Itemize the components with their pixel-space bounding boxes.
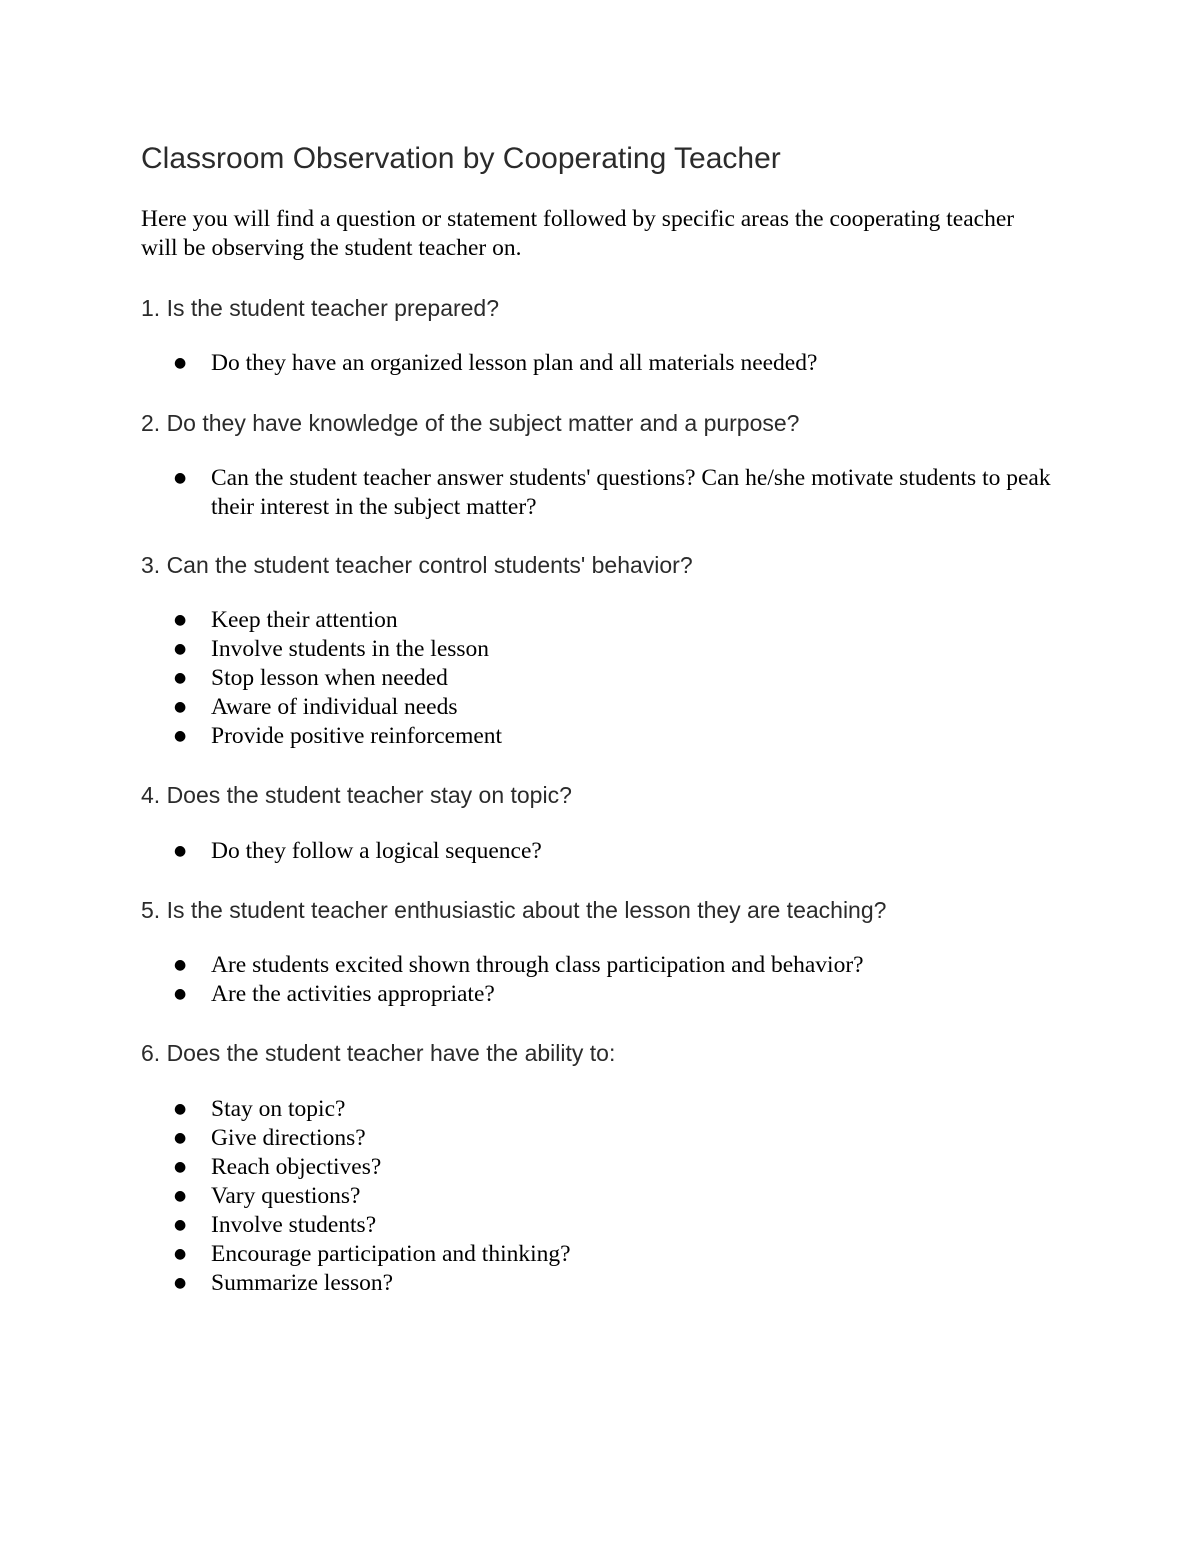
list-item: ● Keep their attention [174,607,398,633]
bullet-icon: ● [174,355,187,371]
bullet-icon: ● [174,957,187,973]
bullet-list-6 [171,1095,1051,1298]
bullet-icon: ● [174,1275,187,1291]
bullet-icon: ● [174,670,187,686]
intro-paragraph: Here you will find a question or statement followed by specific areas the cooperating teacher will be observing the student teacher on. [141,206,1015,261]
bullet-icon: ● [174,1246,187,1262]
list-item: ● Summarize lesson? [174,1270,394,1296]
list-item: ● Can the student teacher answer students' questions? Can he/she motivate students to peak their interest in the subject matter? [174,465,1051,520]
list-item: ● Provide positive reinforcement [174,723,503,749]
question-6: 6. Does the student teacher have the ability to: [141,1040,616,1066]
page-title: Classroom Observation by Cooperating Teacher [141,142,781,175]
bullet-icon: ● [174,612,187,628]
list-item: ● Vary questions? [174,1183,361,1209]
bullet-list-2 [171,464,1051,522]
bullet-icon: ● [174,699,187,715]
list-item: ● Are the activities appropriate? [174,981,495,1007]
bullet-icon: ● [174,843,187,859]
bullet-icon: ● [174,641,187,657]
list-item: ● Do they follow a logical sequence? [174,838,542,864]
list-item: ● Give directions? [174,1125,366,1151]
list-item: ● Reach objectives? [174,1154,382,1180]
question-2: 2. Do they have knowledge of the subject matter and a purpose? [141,410,800,436]
question-3: 3. Can the student teacher control students' behavior? [141,552,693,578]
bullet-list-5 [171,951,1051,1009]
bullet-list-4 [171,837,1051,866]
question-1: 1. Is the student teacher prepared? [141,295,500,321]
list-item: ● Involve students? [174,1212,377,1238]
list-item: ● Aware of individual needs [174,694,458,720]
list-item: ● Stay on topic? [174,1096,346,1122]
bullet-icon: ● [174,1188,187,1204]
bullet-list-3 [171,606,1051,751]
list-item: ● Involve students in the lesson [174,636,490,662]
bullet-icon: ● [174,1130,187,1146]
question-4: 4. Does the student teacher stay on topic? [141,782,572,808]
bullet-icon: ● [174,1101,187,1117]
question-5: 5. Is the student teacher enthusiastic about the lesson they are teaching? [141,897,887,923]
list-item: ● Stop lesson when needed [174,665,448,691]
list-item: ● Are students excited shown through class participation and behavior? [174,952,864,978]
bullet-list-1 [171,349,1051,378]
list-item: ● Encourage participation and thinking? [174,1241,571,1267]
bullet-icon: ● [174,1217,187,1233]
bullet-icon: ● [174,728,187,744]
bullet-icon: ● [174,1159,187,1175]
list-item: ● Do they have an organized lesson plan and all materials needed? [174,350,818,376]
bullet-icon: ● [174,470,187,486]
bullet-icon: ● [174,986,187,1002]
